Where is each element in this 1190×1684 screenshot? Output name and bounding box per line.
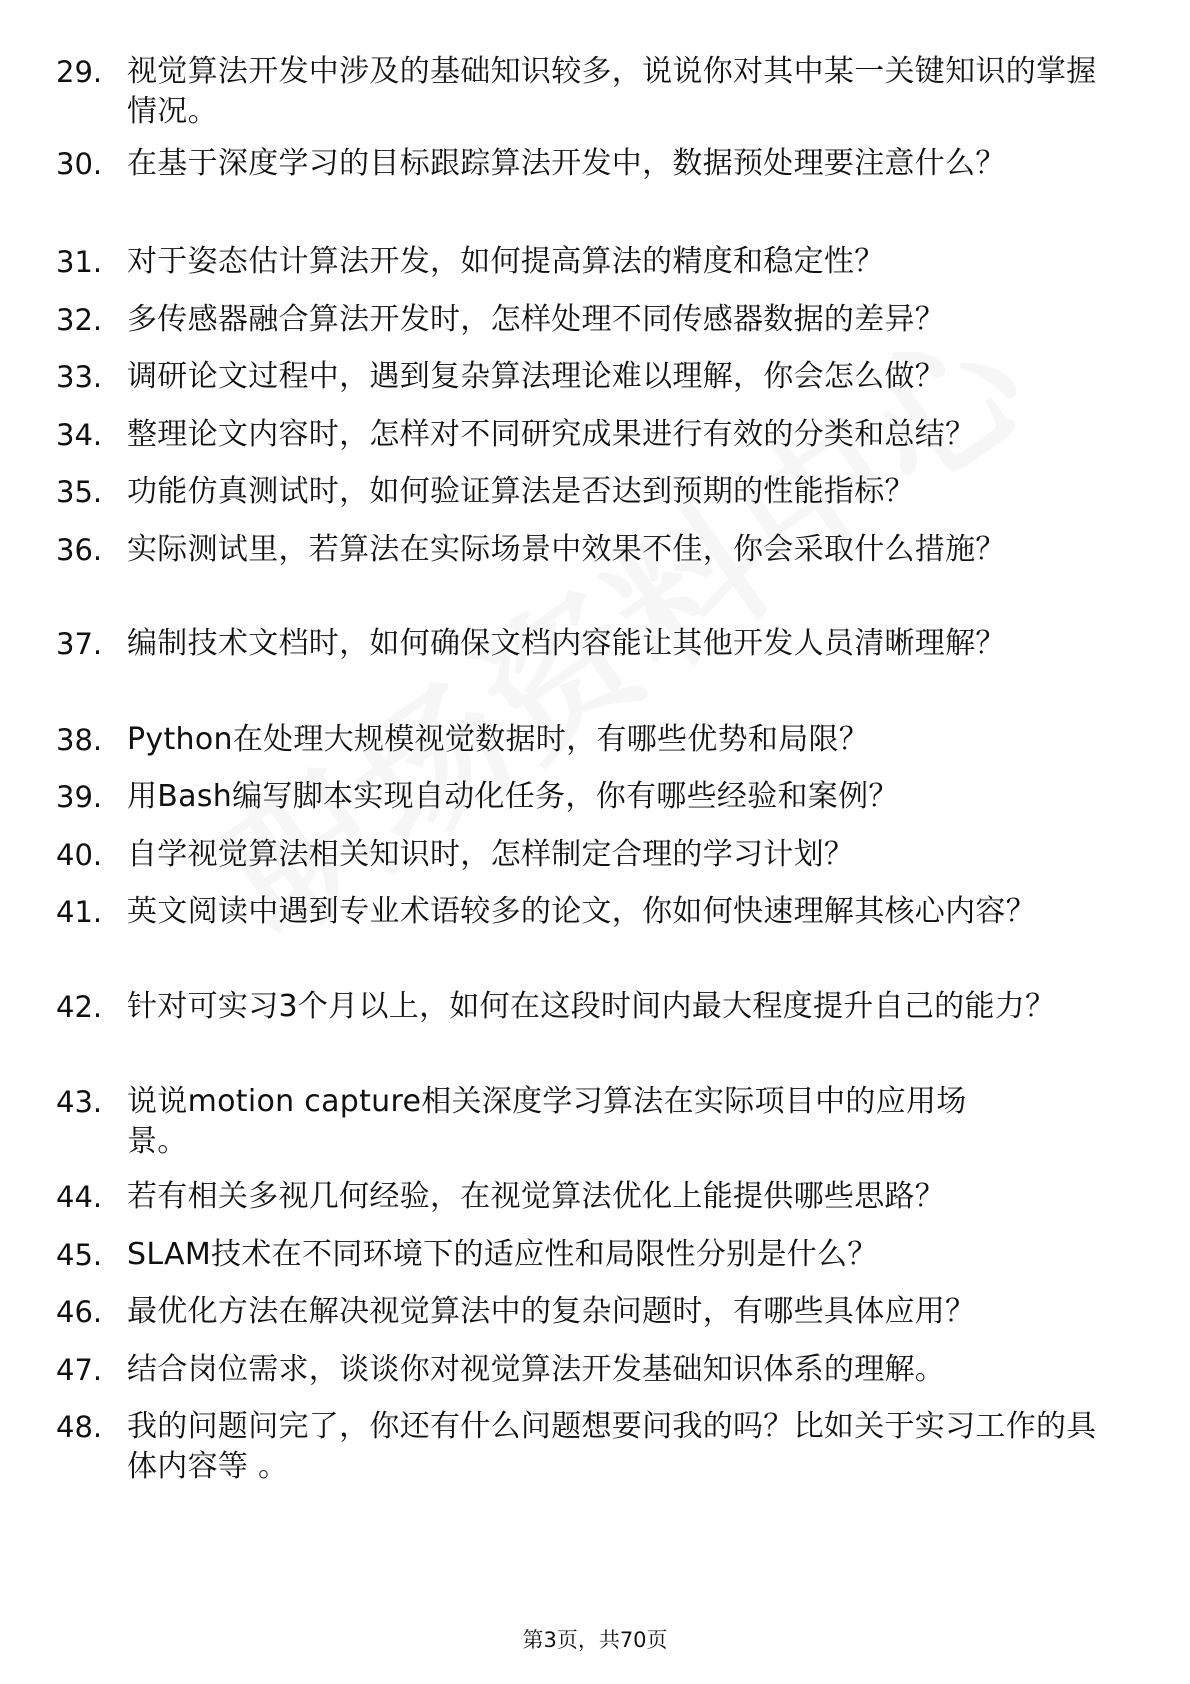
list-item bbox=[0, 1082, 1190, 1162]
list-item bbox=[0, 52, 1190, 132]
question-text: 英文阅读中遇到专业术语较多的论文，你如何快速理解其核心内容？ bbox=[127, 894, 1036, 929]
question-number: 45. bbox=[56, 1238, 103, 1272]
question-text: 结合岗位需求，谈谈你对视觉算法开发基础知识体系的理解。 bbox=[127, 1352, 946, 1387]
list-item bbox=[0, 892, 1190, 972]
question-text: 功能仿真测试时，如何验证算法是否达到预期的性能指标？ bbox=[127, 474, 915, 509]
question-text: 最优化方法在解决视觉算法中的复杂问题时，有哪些具体应用？ bbox=[127, 1294, 976, 1329]
question-number: 37. bbox=[56, 627, 103, 661]
question-number: 47. bbox=[56, 1353, 103, 1387]
question-number: 33. bbox=[56, 360, 103, 394]
question-text: SLAM技术在不同环境下的适应性和局限性分别是什么？ bbox=[127, 1237, 878, 1272]
question-text: 说说motion capture相关深度学习算法在实际项目中的应用场景。 bbox=[127, 1084, 967, 1159]
question-number: 29. bbox=[56, 55, 103, 89]
question-text: 编制技术文档时，如何确保文档内容能让其他开发人员清晰理解？ bbox=[127, 626, 1006, 661]
question-number: 36. bbox=[56, 533, 103, 567]
list-item bbox=[0, 144, 1190, 224]
question-number: 35. bbox=[56, 475, 103, 509]
question-number: 38. bbox=[56, 723, 103, 757]
list-item bbox=[0, 1407, 1190, 1487]
question-text: 整理论文内容时，怎样对不同研究成果进行有效的分类和总结？ bbox=[127, 417, 976, 452]
question-number: 42. bbox=[56, 990, 103, 1024]
question-number: 32. bbox=[56, 303, 103, 337]
question-text: Python在处理大规模视觉数据时，有哪些优势和局限？ bbox=[127, 722, 870, 757]
question-text: 用Bash编写脚本实现自动化任务，你有哪些经验和案例？ bbox=[127, 779, 899, 814]
question-number: 31. bbox=[56, 245, 103, 279]
page-number: 第3页，共70页 bbox=[522, 1628, 668, 1652]
question-text: 自学视觉算法相关知识时，怎样制定合理的学习计划？ bbox=[127, 837, 855, 872]
question-number: 40. bbox=[56, 838, 103, 872]
question-number: 30. bbox=[56, 147, 103, 181]
question-text: 多传感器融合算法开发时，怎样处理不同传感器数据的差异？ bbox=[127, 302, 946, 337]
list-item bbox=[0, 987, 1190, 1067]
question-number: 46. bbox=[56, 1295, 103, 1329]
question-text: 视觉算法开发中涉及的基础知识较多，说说你对其中某一关键知识的掌握情况。 bbox=[127, 54, 1097, 129]
list-item bbox=[0, 530, 1190, 610]
question-number: 43. bbox=[56, 1085, 103, 1119]
question-number: 34. bbox=[56, 418, 103, 452]
question-text: 对于姿态估计算法开发，如何提高算法的精度和稳定性？ bbox=[127, 244, 885, 279]
question-text: 实际测试里，若算法在实际场景中效果不佳，你会采取什么措施？ bbox=[127, 532, 1006, 567]
question-number: 41. bbox=[56, 895, 103, 929]
question-number: 44. bbox=[56, 1180, 103, 1214]
question-text: 我的问题问完了，你还有什么问题想要问我的吗？比如关于实习工作的具体内容等 。 bbox=[127, 1409, 1097, 1484]
question-text: 在基于深度学习的目标跟踪算法开发中，数据预处理要注意什么？ bbox=[127, 146, 1006, 181]
question-number: 48. bbox=[56, 1410, 103, 1444]
page-footer bbox=[0, 1625, 1190, 1655]
question-text: 调研论文过程中，遇到复杂算法理论难以理解，你会怎么做？ bbox=[127, 359, 946, 394]
question-text: 若有相关多视几何经验，在视觉算法优化上能提供哪些思路？ bbox=[127, 1179, 946, 1214]
question-number: 39. bbox=[56, 780, 103, 814]
question-text: 针对可实习3个月以上，如何在这段时间内最大程度提升自己的能力？ bbox=[127, 989, 1056, 1024]
list-item bbox=[0, 624, 1190, 704]
